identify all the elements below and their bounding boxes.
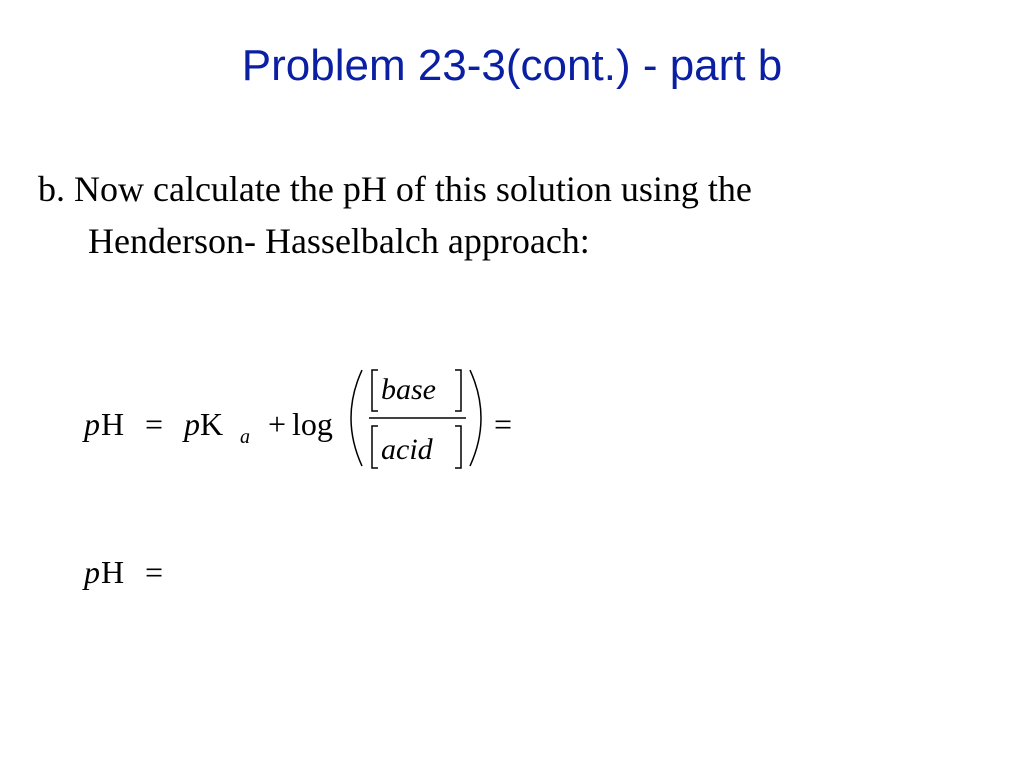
eq1-numerator: base: [381, 373, 436, 406]
eq2-ph-h: H: [101, 554, 125, 590]
eq1-pk-p: p: [184, 406, 200, 442]
eq1-equals: =: [145, 406, 164, 442]
eq1-plus: +: [268, 406, 287, 442]
body-line-2: Henderson- Hasselbalch approach:: [88, 221, 590, 261]
eq1-ph-p: p: [84, 406, 100, 442]
body-line-1: b. Now calculate the pH of this solution using the: [38, 169, 752, 209]
eq1-ph-h: H: [101, 406, 125, 442]
eq1-pk-k: K: [200, 406, 224, 442]
eq1-log: log: [292, 406, 333, 442]
slide-title: Problem 23-3(cont.) - part b: [241, 41, 783, 90]
eq1-denominator: acid: [381, 433, 433, 466]
eq1-pk-subscript: a: [240, 426, 250, 448]
eq2-equals: =: [145, 554, 164, 590]
eq1-trailing-equals: =: [494, 406, 513, 442]
eq2-ph-p: p: [84, 554, 100, 590]
